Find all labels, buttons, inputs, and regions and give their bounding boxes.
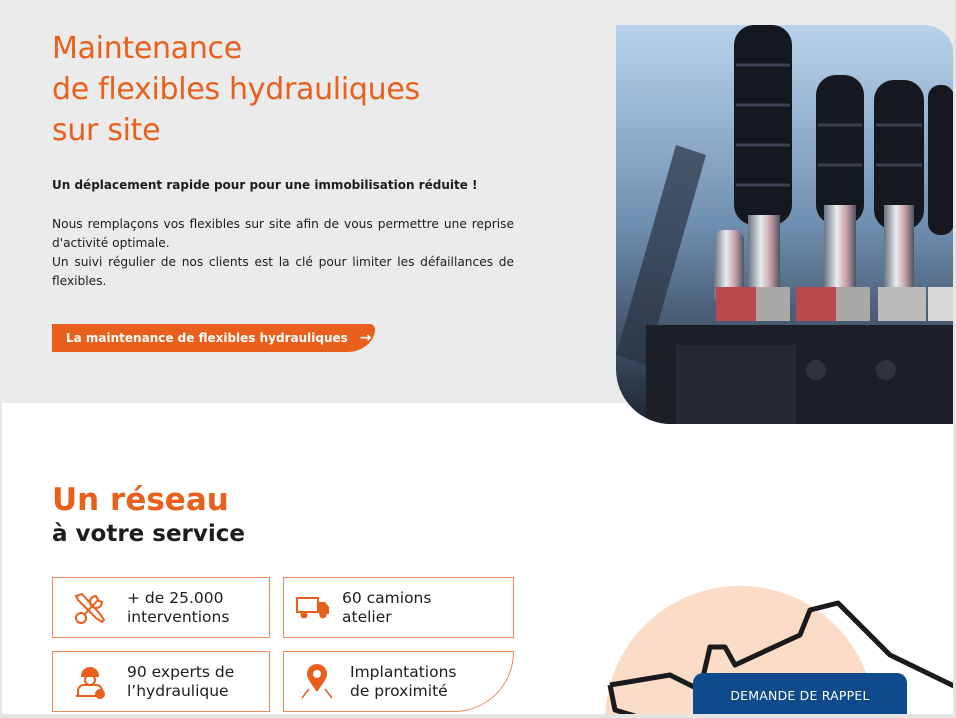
stat-card-interventions xyxy=(52,577,270,638)
stat-line: 90 experts de xyxy=(127,662,235,681)
title-line: Maintenance xyxy=(52,31,242,66)
description-paragraph: Un suivi régulier de nos clients est la clé pour limiter les défaillances de flexibles. xyxy=(52,255,514,288)
description-paragraph: Nous remplaçons vos flexibles sur site afin de vous permettre une reprise d'activité optimale. xyxy=(52,217,514,250)
network-subtitle: à votre service xyxy=(52,521,246,547)
stat-line: atelier xyxy=(342,607,392,626)
page-title xyxy=(52,28,420,151)
callback-request-button[interactable]: DEMANDE DE RAPPEL xyxy=(693,673,907,718)
stat-line: + de 25.000 xyxy=(127,588,224,607)
stat-card-experts xyxy=(52,651,270,712)
technician-icon xyxy=(53,664,127,700)
tools-icon xyxy=(53,590,127,626)
divider xyxy=(0,714,956,718)
title-line: sur site xyxy=(52,113,161,148)
maintenance-link-button[interactable] xyxy=(52,324,375,352)
description xyxy=(52,215,514,291)
stat-line: l’hydraulique xyxy=(127,681,229,700)
stat-line: Implantations xyxy=(350,662,457,681)
truck-icon xyxy=(284,595,342,621)
window-edge xyxy=(0,403,2,718)
stat-line: interventions xyxy=(127,607,230,626)
stat-line: de proximité xyxy=(350,681,448,700)
stat-card-locations xyxy=(283,651,514,712)
location-pin-icon xyxy=(284,664,350,700)
stat-line: 60 camions xyxy=(342,588,432,607)
hydraulic-hoses-photo xyxy=(616,25,954,424)
stat-card-trucks xyxy=(283,577,514,638)
cta-label: La maintenance de flexibles hydrauliques xyxy=(66,331,348,345)
arrow-right-icon: → xyxy=(359,330,372,346)
network-title: Un réseau xyxy=(52,482,229,518)
lead-text: Un déplacement rapide pour pour une immobilisation réduite ! xyxy=(52,178,478,192)
title-line: de flexibles hydrauliques xyxy=(52,72,420,107)
